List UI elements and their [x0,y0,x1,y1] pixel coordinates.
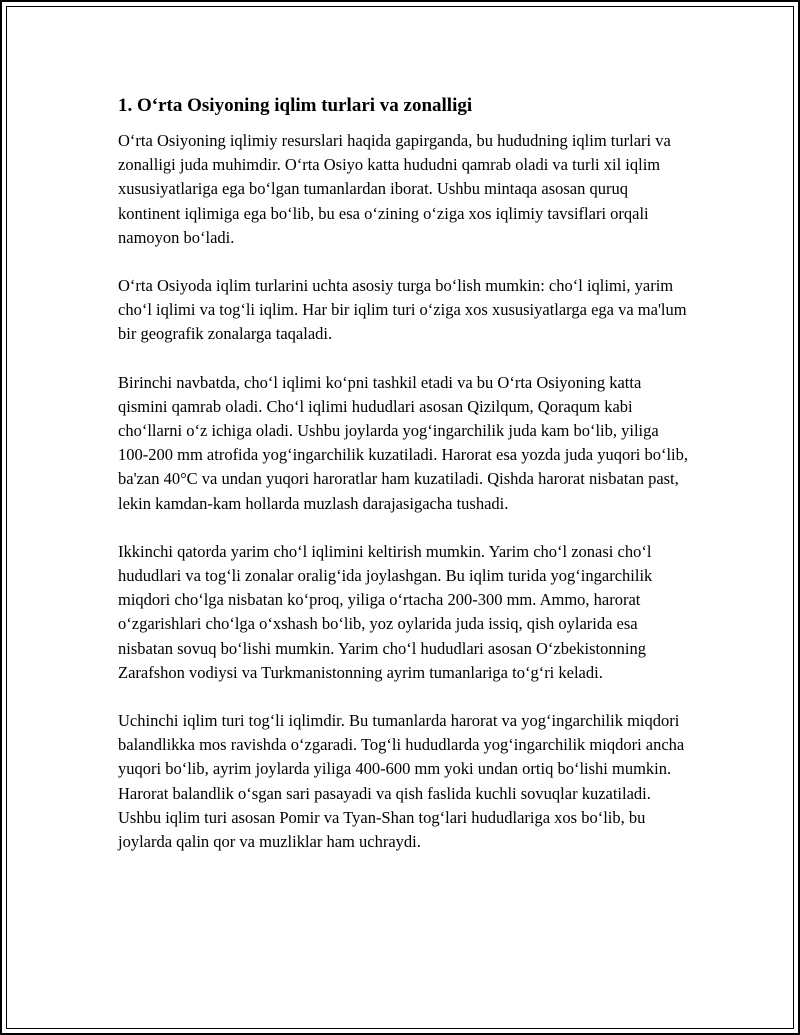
paragraph-mountain-climate: Uchinchi iqlim turi tog‘li iqlimdir. Bu tumanlarda harorat va yog‘ingarchilik miqdori balandlikka mos ravishda o‘zgaradi. Tog‘li hududlarda yog‘ingarchilik miqdori ancha yuqori bo‘lib, ayrim joylarda yiliga 400-600 mm yoki undan ortiq bo‘lishi mumkin. Harorat balandlik o‘sgan sari pasayadi va qish faslida kuchli sovuqlar kuzatiladi. Ushbu iqlim turi asosan Pomir va Tyan-Shan tog‘lari hududlariga xos bo‘lib, bu joylarda qalin qor va muzliklar ham uchraydi. [118,711,685,852]
section-heading: 1. O‘rta Osiyoning iqlim turlari va zonalligi [118,95,473,116]
document-body [118,93,688,878]
paragraph-climate-types: O‘rta Osiyoda iqlim turlarini uchta asosiy turga bo‘lish mumkin: cho‘l iqlimi, yarim cho‘l iqlimi va tog‘li iqlim. Har bir iqlim turi o‘ziga xos xususiyatlarga ega va ma'lum bir geografik zonalarga taqaladi. [118,276,687,344]
paragraph-semi-desert-climate: Ikkinchi qatorda yarim cho‘l iqlimini keltirish mumkin. Yarim cho‘l zonasi cho‘l hududlari va tog‘li zonalar oralig‘ida joylashgan. Bu iqlim turida yog‘ingarchilik miqdori cho‘lga nisbatan ko‘proq, yiliga o‘rtacha 200-300 mm. Ammo, harorat o‘zgarishlari cho‘lga o‘xshash bo‘lib, yoz oylarida juda issiq, qish oylarida esa nisbatan sovuq bo‘lishi mumkin. Yarim cho‘l hududlari asosan O‘zbekistonning Zarafshon vodiysi va Turkmanistonning ayrim tumanlariga to‘g‘ri keladi. [118,541,653,682]
paragraph-intro: O‘rta Osiyoning iqlimiy resurslari haqida gapirganda, bu hududning iqlim turlari va zonalligi juda muhimdir. O‘rta Osiyo katta hududni qamrab oladi va turli xil iqlim xususiyatlariga ega bo‘lgan tumanlardan iborat. Ushbu mintaqa asosan quruq kontinent iqlimiga ega bo‘lib, bu esa o‘zining o‘ziga xos iqlimiy tavsiflari orqali namoyon bo‘ladi. [118,131,671,247]
paragraph-desert-climate: Birinchi navbatda, cho‘l iqlimi ko‘pni tashkil etadi va bu O‘rta Osiyoning katta qismini qamrab oladi. Cho‘l iqlimi hududlari asosan Qizilqum, Qoraqum kabi cho‘llarni o‘z ichiga oladi. Ushbu joylarda yog‘ingarchilik juda kam bo‘lib, yiliga 100-200 mm atrofida yog‘ingarchilik kuzatiladi. Harorat esa yozda juda yuqori bo‘lib, ba'zan 40°C va undan yuqori haroratlar ham kuzatiladi. Qishda harorat nisbatan past, lekin kamdan-kam hollarda muzlash darajasigacha tushadi. [118,372,688,513]
